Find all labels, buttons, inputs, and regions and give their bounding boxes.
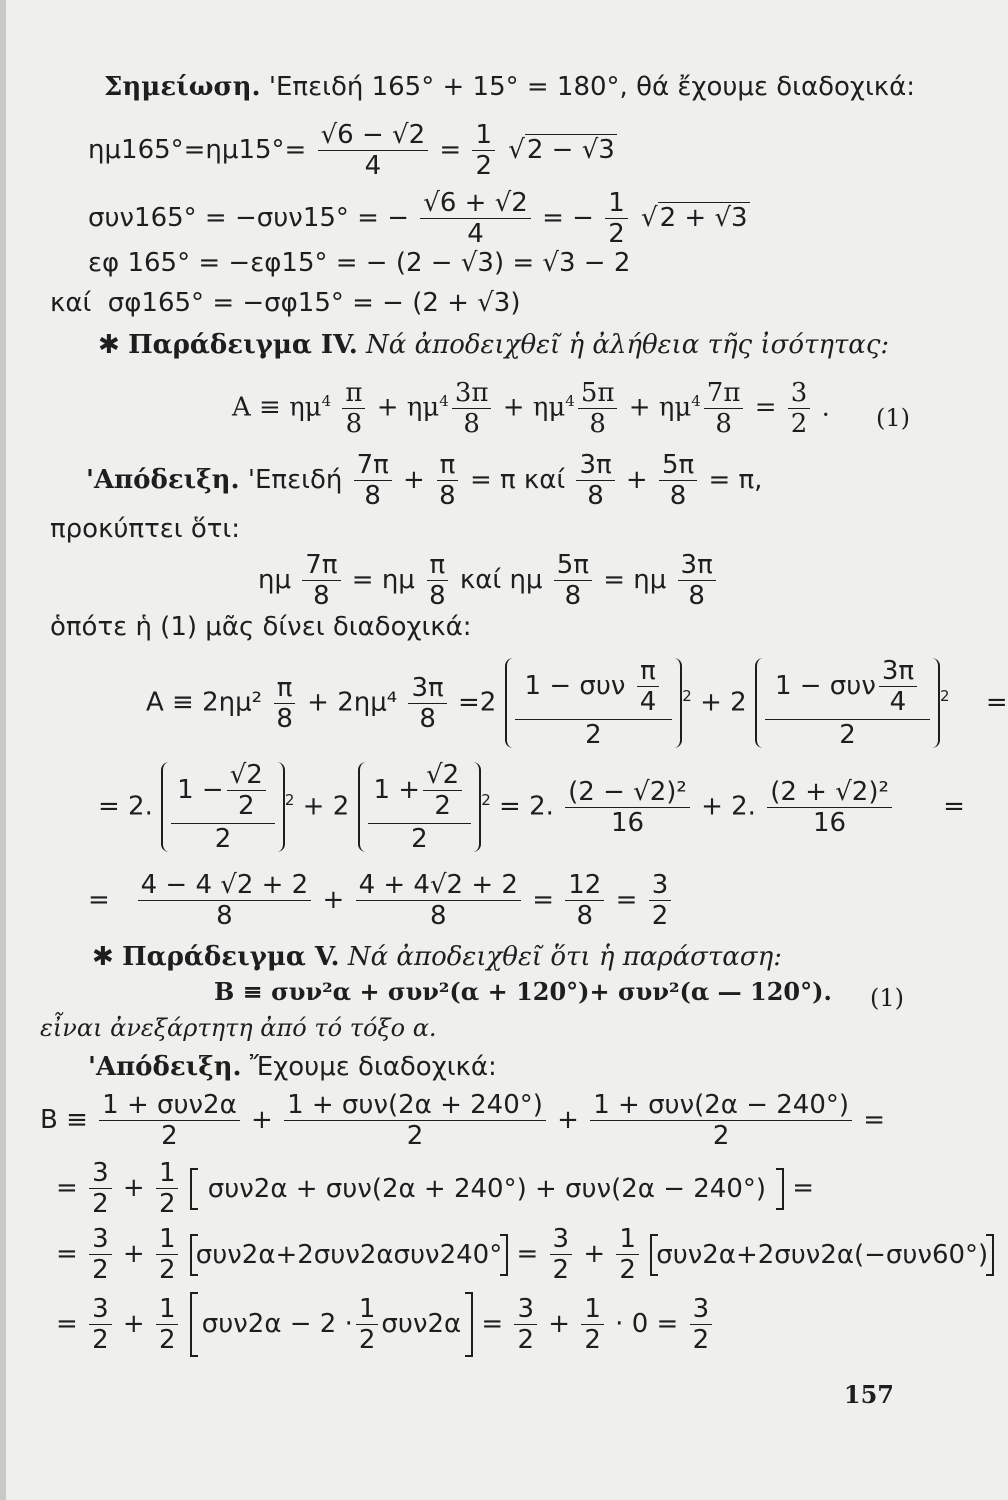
- example5-title: Παράδειγμα V.: [122, 942, 340, 972]
- proof4-step-b: = 2. 1 − $\frac{√2}{2}$ 2 $^2$ + 2 1 + $\frac{√2}{2}$ 2 $^2$ = 2. $\frac{\text{(2 − √2)²}}{16}$ + 2. $\frac{\text{(2 + √2)²}}{16}$ =: [98, 760, 965, 854]
- proof4-gives: ὁπότε ἡ (1) μᾶς δίνει διαδοχικά:: [50, 612, 472, 642]
- proof4-label: 'Απόδειξη.: [86, 465, 240, 495]
- proof4-step-a: A ≡ 2ημ² $\frac{\pi}{8}$ + 2ημ⁴ $\frac{3\pi}{8}$ =2 1 − συν $\frac{\pi}{4}$ 2 $^2$ + 2 1 − συν $\frac{3\pi}{4}$ 2 $^2$ =: [146, 656, 1008, 750]
- proof4-results: ημ $\frac{7\pi}{8}$ = ημ $\frac{\pi}{8}$ καί ημ $\frac{5\pi}{8}$ = ημ $\frac{3\pi}{8}$: [258, 552, 719, 609]
- note-heading: Σημείωση.: [104, 72, 261, 102]
- example5-heading: [92, 944, 782, 970]
- proof4-results-label: προκύπτει ὅτι:: [50, 514, 240, 544]
- syn165-frac: $\frac{√6 + √2}{4}$: [420, 190, 531, 247]
- ef165-line: εφ 165° = −εφ15° = − (2 − √3) = √3 − 2: [88, 248, 631, 278]
- syn165-lhs: συν165° = −συν15° = −: [88, 203, 410, 233]
- syn165-root: √2 + √3: [641, 203, 748, 233]
- example5-equation: B ≡ συν²α + συν²(α + 120°)+ συν²(α — 120°).: [214, 977, 832, 1006]
- proof5-heading: 'Απόδειξη. Ἔχουμε διαδοχικά:: [88, 1052, 497, 1082]
- proof5-line2: = $\frac{3}{2}$ + $\frac{1}{2}$ συν2α + συν(2α + 240°) + συν(2α − 240°) =: [56, 1158, 815, 1219]
- star-icon: ✱: [92, 942, 114, 972]
- syn165-half: $\frac{1}{2}$: [605, 190, 628, 247]
- example4-heading: [98, 332, 889, 358]
- note-line: [104, 74, 915, 100]
- page-edge-shadow: [0, 0, 6, 1500]
- syn165-line: συν165° = −συν15° = − $\frac{√6 + √2}{4}$ = − $\frac{1}{2}$ √2 + √3: [88, 188, 748, 249]
- example4-equation: $A \equiv \eta\mu^4$ $\frac{\pi}{8}$ + $\eta\mu^4$ $\frac{3\pi}{8}$ + $\eta\mu^4$ $\frac{5\pi}{8}$ + $\eta\mu^4$ $\frac{7\pi}{8}$ = $\frac{3}{2}$ .: [232, 378, 830, 439]
- example4-title: Παράδειγμα IV.: [128, 330, 358, 360]
- example4-text: Νά ἀποδειχθεῖ ἡ ἀλήθεια τῆς ἰσότητας:: [366, 330, 890, 360]
- eta165-lhs: ημ165°=ημ15°=: [88, 135, 307, 165]
- star-icon: ✱: [98, 330, 120, 360]
- proof5-line3: = $\frac{3}{2}$ + $\frac{1}{2}$ συν2α+2συν2ασυν240° = $\frac{3}{2}$ + $\frac{1}{2}$ συν2α+2συν2α(−συν60°): [56, 1226, 994, 1283]
- eta165-frac: $\frac{√6 - √2}{4}$: [318, 122, 429, 179]
- proof4-step-c: = $\frac{4 - 4 √2 + 2}{8}$ + $\frac{4 + 4√2 + 2}{8}$ = $\frac{12}{8}$ = $\frac{3}{2}$: [88, 872, 674, 929]
- proof5-label: 'Απόδειξη.: [88, 1052, 242, 1082]
- proof5-line4: = $\frac{3}{2}$ + $\frac{1}{2}$ συν2α − 2 · $\frac{1}{2}$ συν2α = $\frac{3}{2}$ + $\frac{1}{2}$ · 0 = $\frac{3}{2}$: [56, 1292, 715, 1357]
- sf165-line: καί σφ165° = −σφ15° = − (2 + √3): [50, 288, 521, 318]
- equation-tag: (1): [870, 984, 904, 1012]
- eta165-half: $\frac{1}{2}$: [472, 122, 495, 179]
- page-number: 157: [843, 1380, 894, 1409]
- eta165-line: ημ165°=ημ15°= $\frac{√6 - √2}{4}$ = $\frac{1}{2}$ √2 − √3: [88, 120, 615, 181]
- proof5-line1: B ≡ $\frac{\text{1 + συν2α}}{2}$ + $\frac{\text{1 + συν(2α + 240°)}}{2}$ + $\frac{\text{1 + συν(2α − 240°)}}{2}$ =: [40, 1090, 886, 1151]
- eta165-root: √2 − √3: [508, 135, 615, 165]
- proof4-line1: 'Απόδειξη. 'Επειδή $\frac{7\pi}{8}$ + $\frac{\pi}{8}$ = π καί $\frac{3\pi}{8}$ + $\frac{5\pi}{8}$ = π,: [86, 450, 763, 511]
- note-intro: 'Επειδή 165° + 15° = 180°, θά ἔχουμε διαδοχικά:: [268, 72, 915, 102]
- example5-indep: εἶναι ἀνεξάρτητη ἀπό τό τόξο α.: [40, 1014, 437, 1042]
- equation-tag: (1): [876, 404, 910, 432]
- example5-text: Νά ἀποδειχθεῖ ὅτι ἡ παράσταση:: [347, 942, 782, 972]
